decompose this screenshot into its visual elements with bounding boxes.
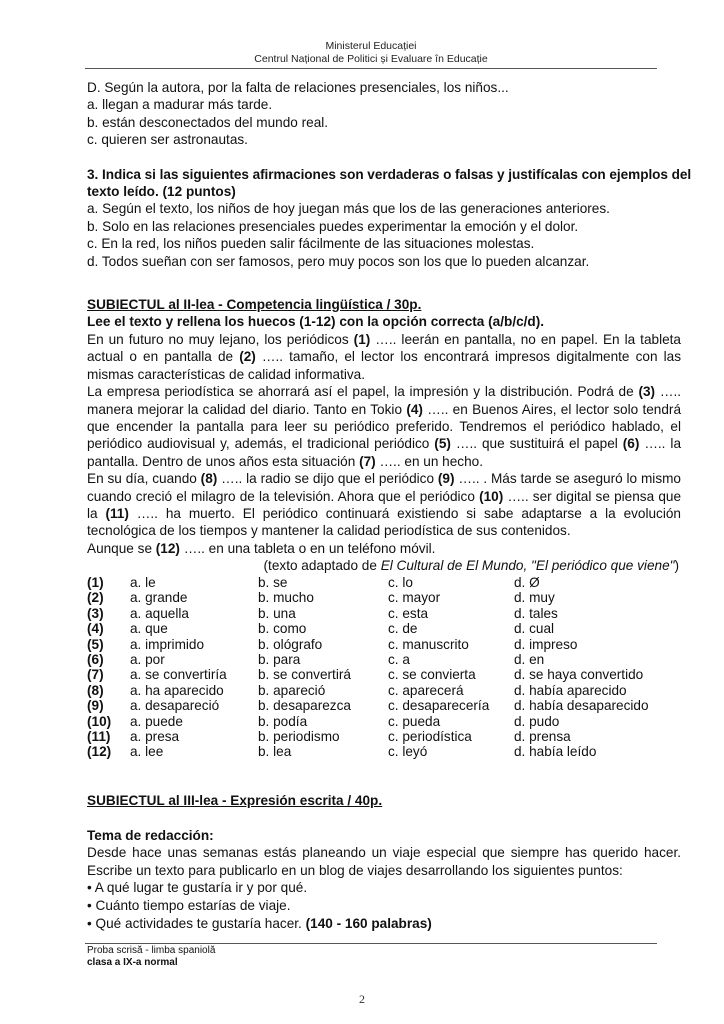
- topic-bullet-2: • Cuánto tiempo estarías de viaje.: [87, 897, 291, 913]
- gap-number: (4): [406, 401, 423, 417]
- passage-paragraph-3: En su día, cuando (8) ….. la radio se dijo que el periódico (9) ….. . Más tarde se aseguró lo mismo cuando creció el milagro de la televisión. Ahora que el periódico (10) ….. ser digital se piensa que la (11) ….. ha muerto. El periódico continuará existiendo si sabe adaptarse a la evolución tecnológica de los tiempos y mantener la calidad periodística de sus contenidos.: [87, 471, 682, 539]
- option-row: [87, 652, 687, 667]
- option-number: (11): [87, 729, 111, 745]
- option-b: b. para: [258, 652, 301, 668]
- option-c: c. de: [388, 621, 418, 637]
- subject-3: [87, 792, 681, 932]
- footer-exam: Proba scrisă - limba spaniolă: [87, 945, 216, 956]
- option-d: d. Ø: [514, 575, 540, 590]
- word-count: (140 - 160 palabras): [305, 915, 432, 931]
- option-b: b. se convertirá: [258, 667, 351, 683]
- option-number: (4): [87, 621, 104, 637]
- topic-label: Tema de redacción:: [87, 827, 214, 843]
- option-row: [87, 575, 687, 590]
- spacer: [87, 270, 681, 296]
- spacer: [87, 149, 681, 166]
- option-a: a. imprimido: [130, 636, 205, 652]
- option-number: (10): [87, 713, 112, 729]
- question-d-option-a: a. llegan a madurar más tarde.: [87, 97, 273, 113]
- option-a: a. presa: [130, 729, 180, 745]
- subject-2: [87, 296, 681, 575]
- option-c: c. pueda: [388, 713, 441, 729]
- gap-number: (9): [437, 471, 455, 487]
- option-row: [87, 606, 687, 621]
- option-b: b. desaparezca: [258, 698, 351, 714]
- option-d: d. en: [514, 652, 545, 668]
- footer-divider: [85, 943, 657, 944]
- passage-paragraph-2: La empresa periodística se ahorrará así el papel, la impresión y la distribución. Podrá de (3) ….. manera mejorar la calidad del diario. Tanto en Tokio (4) ….. en Buenos Aires, el lector solo tendrá que encender la pantalla para leer su periódico preferido. Tendremos el periódico hablado, el periódico audiovisual y, además, el tradicional periódico (5) ….. que sustituirá el papel (6) ….. la pantalla. Dentro de unos años esta situación (7) ….. en un hecho.: [87, 384, 682, 469]
- gap-number: (8): [200, 471, 218, 487]
- option-a: a. puede: [130, 713, 183, 729]
- option-a: a. ha aparecido: [130, 682, 224, 698]
- option-a: a. desapareció: [130, 698, 220, 714]
- option-number: (8): [87, 682, 104, 698]
- source-suffix: ): [674, 558, 679, 574]
- option-c: c. leyó: [388, 744, 428, 760]
- passage-paragraph-1: En un futuro no muy lejano, los periódicos (1) ….. leerán en pantalla, no en papel. En la tableta actual o en pantalla de (2) ….. tamaño, el lector los encontrará impresos digitalmente con las mismas características de calidad informativa.: [87, 331, 681, 382]
- option-c: c. se convierta: [388, 667, 476, 683]
- option-c: c. esta: [388, 605, 429, 621]
- page-footer: [87, 945, 215, 969]
- option-row: [87, 590, 687, 605]
- option-row: [87, 714, 687, 729]
- option-c: c. lo: [388, 575, 413, 590]
- option-row: [87, 637, 687, 652]
- subject-3-heading: SUBIECTUL al III-lea - Expresión escrita / 40p.: [87, 793, 383, 808]
- topic-bullet-1: • A qué lugar te gustaría ir y por qué.: [87, 880, 308, 896]
- option-d: d. había desaparecido: [514, 698, 649, 714]
- option-c: c. mayor: [388, 590, 441, 606]
- gap-number: (3): [638, 384, 656, 400]
- option-c: c. manuscrito: [388, 636, 469, 652]
- gap-number: (12): [155, 540, 180, 556]
- question-d-option-c: c. quieren ser astronautas.: [87, 132, 248, 148]
- option-d: d. pudo: [514, 713, 560, 729]
- topic-bullet-3-text: • Qué actividades te gustaría hacer.: [87, 915, 306, 931]
- option-b: b. mucho: [258, 590, 314, 606]
- option-number: (1): [87, 575, 104, 590]
- question-d-option-b: b. están desconectados del mundo real.: [87, 114, 329, 130]
- question-3-statement-a: a. Según el texto, los niños de hoy juegan más que los de las generaciones anteriores.: [87, 201, 610, 217]
- option-b: b. periodismo: [258, 729, 340, 745]
- option-c: c. aparecerá: [388, 682, 464, 698]
- option-d: d. muy: [514, 590, 555, 606]
- main-content: [87, 79, 692, 575]
- gap-number: (10): [479, 488, 504, 504]
- option-c: c. a: [388, 652, 410, 668]
- option-d: d. tales: [514, 605, 558, 621]
- gap-number: (1): [353, 331, 371, 347]
- question-d-prompt: D. Según la autora, por la falta de relaciones presenciales, los niños...: [87, 80, 509, 95]
- option-b: b. una: [258, 605, 296, 621]
- option-b: b. apareció: [258, 682, 326, 698]
- option-number: (5): [87, 636, 104, 652]
- gap-number: (6): [622, 436, 640, 452]
- option-a: a. por: [130, 652, 165, 668]
- option-d: d. impreso: [514, 636, 578, 652]
- option-d: d. había aparecido: [514, 682, 627, 698]
- question-3: [87, 166, 692, 270]
- option-number: (9): [87, 698, 104, 714]
- header-divider: [85, 68, 657, 69]
- option-b: b. como: [258, 621, 307, 637]
- option-a: a. se convertiría: [130, 667, 227, 683]
- option-a: a. que: [130, 621, 168, 637]
- question-3-title: 3. Indica si las siguientes afirmaciones son verdaderas o falsas y justifícalas con ejemplos del: [87, 166, 692, 182]
- footer-class: clasa a IX-a normal: [87, 957, 178, 968]
- option-row: [87, 729, 687, 744]
- gap-number: (2): [239, 349, 256, 365]
- source-prefix: (texto adaptado de: [263, 558, 381, 574]
- option-b: b. podía: [258, 713, 308, 729]
- option-row: [87, 683, 687, 698]
- option-number: (3): [87, 605, 104, 621]
- spacer: [87, 810, 681, 827]
- option-d: d. prensa: [514, 729, 571, 745]
- topic-intro: Desde hace unas semanas estás planeando un viaje especial que siempre has querido hacer. Escribe un texto para publicarlo en un blog de viajes desarrollando los siguientes puntos:: [87, 845, 681, 878]
- option-c: c. periodística: [388, 729, 472, 745]
- option-a: a. lee: [130, 744, 164, 760]
- option-row: [87, 621, 687, 636]
- option-row: [87, 744, 687, 759]
- option-number: (2): [87, 590, 104, 606]
- question-3-statement-c: c. En la red, los niños pueden salir fácilmente de las situaciones molestas.: [87, 236, 535, 252]
- question-d: [87, 79, 681, 149]
- page-number: 2: [359, 992, 365, 1006]
- option-b: b. lea: [258, 744, 292, 760]
- question-3-statement-d: d. Todos sueñan con ser famosos, pero muy pocos son los que lo pueden alcanzar.: [87, 253, 590, 269]
- option-number: (6): [87, 652, 104, 668]
- passage-source: [87, 557, 681, 574]
- option-number: (12): [87, 744, 112, 760]
- option-b: b. se: [258, 575, 288, 590]
- passage-paragraph-4: Aunque se (12) ….. en una tableta o en un teléfono móvil.: [87, 540, 436, 556]
- option-d: d. cual: [514, 621, 555, 637]
- header-ministry: Ministerul Educației: [325, 40, 417, 52]
- gap-number: (5): [434, 436, 451, 452]
- header-center: Centrul Național de Politici și Evaluare în Educație: [254, 53, 488, 65]
- gap-number: (7): [359, 453, 376, 469]
- subject-2-instruction: Lee el texto y rellena los huecos (1-12) con la opción correcta (a/b/c/d).: [87, 314, 545, 330]
- subject-2-heading: SUBIECTUL al II-lea - Competencia lingüística / 30p.: [87, 297, 422, 313]
- option-a: a. le: [130, 575, 156, 590]
- question-3-title-cont: texto leído. (12 puntos): [87, 184, 236, 200]
- option-number: (7): [87, 667, 104, 683]
- option-a: a. grande: [130, 590, 188, 606]
- gap-number: (11): [105, 505, 129, 521]
- option-row: [87, 698, 687, 713]
- question-3-statement-b: b. Solo en las relaciones presenciales puedes experimentar la emoción y el dolor.: [87, 218, 579, 234]
- option-b: b. ológrafo: [258, 636, 323, 652]
- option-d: d. se haya convertido: [514, 667, 644, 683]
- option-a: a. aquella: [130, 605, 189, 621]
- options-table: [87, 575, 687, 760]
- option-c: c. desaparecería: [388, 698, 490, 714]
- source-title: El Cultural de El Mundo, "El periódico que viene": [380, 558, 675, 574]
- topic-bullet-3: [87, 915, 681, 933]
- page-header: [85, 40, 657, 66]
- option-d: d. había leído: [514, 744, 597, 760]
- option-row: [87, 667, 687, 682]
